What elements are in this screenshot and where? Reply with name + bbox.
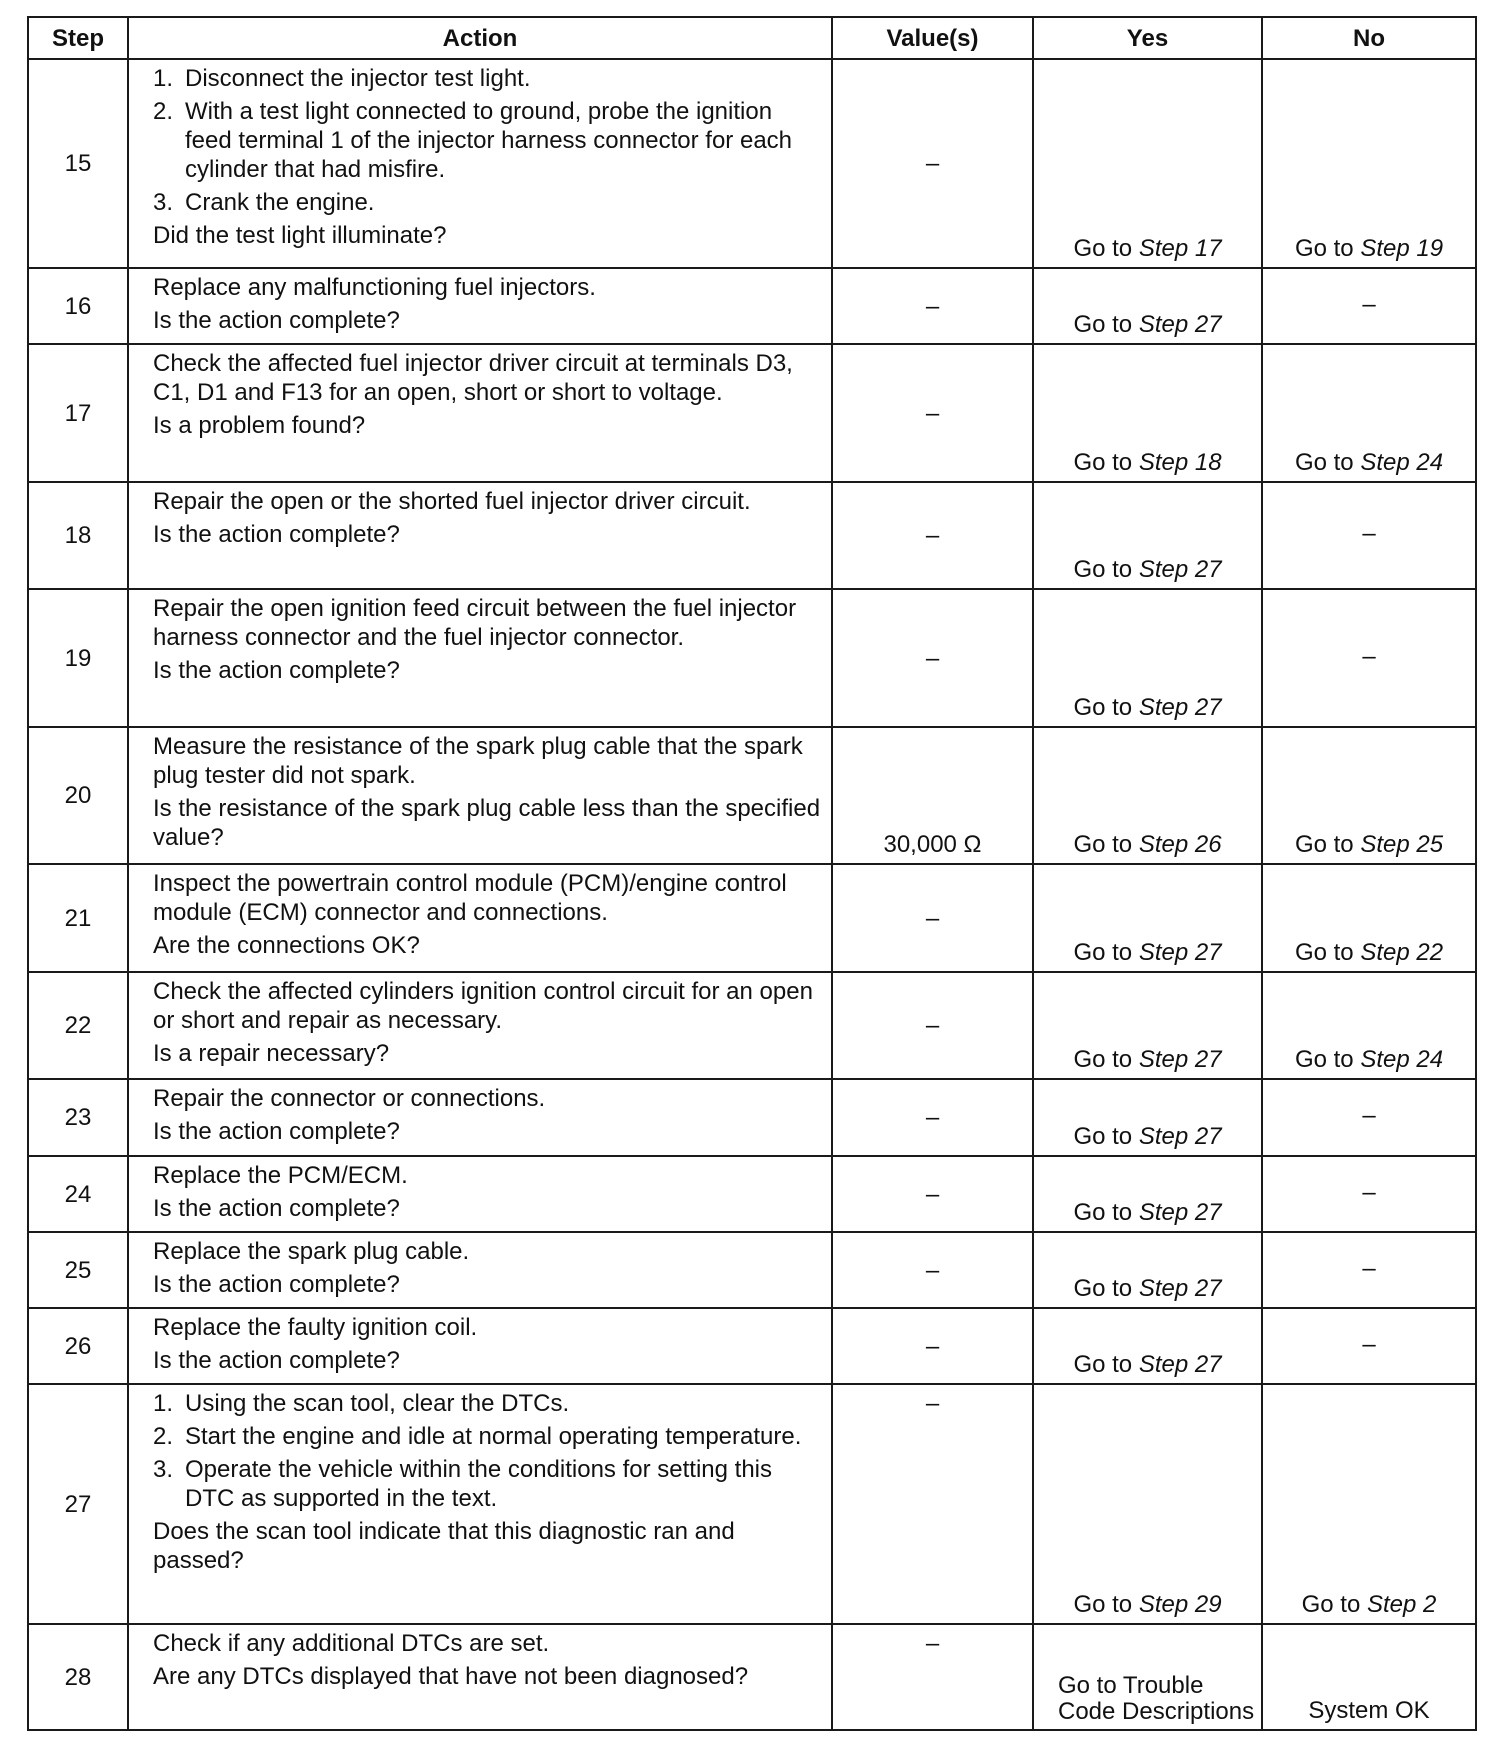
action-text: Replace the PCM/ECM.	[153, 1162, 408, 1189]
action-list-item	[153, 188, 823, 217]
no-cell: –	[1262, 1079, 1476, 1156]
goto-prefix: Go to	[1073, 831, 1139, 858]
goto-step-link[interactable]: Step 17	[1138, 235, 1222, 262]
item-number: 2.	[153, 98, 174, 125]
step-number: 26	[28, 1308, 128, 1384]
value-cell: –	[832, 482, 1033, 589]
value-cell: –	[832, 268, 1033, 344]
no-cell	[1262, 972, 1476, 1079]
step-number: 19	[28, 589, 128, 727]
value-cell: –	[832, 972, 1033, 1079]
value-cell: –	[832, 1156, 1033, 1232]
value-cell: 30,000 Ω	[832, 727, 1033, 864]
goto-step-link[interactable]: Step 27	[1138, 1123, 1222, 1150]
table-row	[28, 59, 1476, 268]
action-cell	[128, 1156, 832, 1232]
yes-cell	[1033, 1079, 1262, 1156]
yes-cell	[1033, 59, 1262, 268]
action-list-item	[153, 1422, 823, 1451]
table-row	[28, 344, 1476, 482]
no-cell: –	[1262, 589, 1476, 727]
item-text: Crank the engine.	[185, 189, 375, 216]
goto-prefix: Go to	[1294, 831, 1361, 858]
goto-step-link[interactable]: Step 24	[1360, 1046, 1444, 1073]
step-number: 16	[28, 268, 128, 344]
step-number: 21	[28, 864, 128, 972]
yes-cell	[1033, 727, 1262, 864]
step-number: 15	[28, 59, 128, 268]
action-text: Measure the resistance of the spark plug cable that the spark plug tester did not spark.	[153, 733, 803, 789]
table-row	[28, 1232, 1476, 1308]
action-question: Does the scan tool indicate that this diagnostic ran and passed?	[153, 1518, 735, 1574]
goto-step-link[interactable]: Step 27	[1138, 311, 1222, 338]
action-cell	[128, 1079, 832, 1156]
goto-prefix: Go to	[1294, 449, 1361, 476]
goto-prefix: Go to	[1073, 235, 1139, 262]
action-question: Is the action complete?	[153, 1195, 400, 1222]
yes-cell	[1033, 268, 1262, 344]
item-number: 2.	[153, 1423, 174, 1450]
action-question: Are any DTCs displayed that have not been diagnosed?	[153, 1663, 749, 1690]
goto-prefix: Go to	[1301, 1591, 1367, 1618]
goto-step-link[interactable]: Step 27	[1138, 556, 1222, 583]
goto-prefix: Go to	[1073, 1591, 1139, 1618]
step-number: 20	[28, 727, 128, 864]
table-row	[28, 1624, 1476, 1730]
goto-step-link[interactable]: Step 27	[1138, 1046, 1222, 1073]
item-number: 1.	[153, 65, 174, 92]
value-cell: –	[832, 59, 1033, 268]
action-cell	[128, 1384, 832, 1624]
goto-prefix: Go to	[1073, 1275, 1139, 1302]
action-list-item	[153, 1455, 823, 1513]
yes-cell	[1033, 972, 1262, 1079]
goto-step-link[interactable]: Step 27	[1138, 694, 1222, 721]
step-number: 24	[28, 1156, 128, 1232]
no-cell: System OK	[1262, 1624, 1476, 1730]
goto-step-link[interactable]: Step 29	[1138, 1591, 1222, 1618]
table-row	[28, 864, 1476, 972]
value-cell: –	[832, 1308, 1033, 1384]
step-number: 18	[28, 482, 128, 589]
step-number: 23	[28, 1079, 128, 1156]
yes-cell	[1033, 482, 1262, 589]
yes-cell[interactable]: Go to Trouble Code Descriptions	[1033, 1624, 1262, 1730]
header-values: Value(s)	[832, 17, 1033, 59]
item-number: 3.	[153, 1456, 174, 1483]
action-cell	[128, 344, 832, 482]
action-question: Is the action complete?	[153, 657, 400, 684]
action-list-item	[153, 1389, 823, 1418]
item-number: 3.	[153, 189, 174, 216]
action-question: Is the resistance of the spark plug cable less than the specified value?	[153, 795, 821, 851]
action-text: Repair the open or the shorted fuel injector driver circuit.	[153, 488, 751, 515]
goto-prefix: Go to	[1073, 1351, 1139, 1378]
goto-step-link[interactable]: Step 27	[1138, 1351, 1222, 1378]
step-number: 25	[28, 1232, 128, 1308]
action-cell	[128, 268, 832, 344]
goto-step-link[interactable]: Step 27	[1138, 939, 1222, 966]
no-cell: –	[1262, 268, 1476, 344]
action-cell	[128, 1232, 832, 1308]
step-number: 27	[28, 1384, 128, 1624]
item-text: Start the engine and idle at normal operating temperature.	[185, 1423, 802, 1450]
item-text: Disconnect the injector test light.	[185, 65, 531, 92]
action-text: Repair the open ignition feed circuit between the fuel injector harness connector and the fuel injector connector.	[153, 595, 797, 651]
value-cell: –	[832, 1232, 1033, 1308]
goto-prefix: Go to	[1073, 694, 1139, 721]
action-cell	[128, 1624, 832, 1730]
header-step: Step	[28, 17, 128, 59]
goto-step-link[interactable]: Step 2	[1366, 1591, 1437, 1618]
goto-step-link[interactable]: Step 25	[1360, 831, 1444, 858]
step-number: 17	[28, 344, 128, 482]
goto-step-link[interactable]: Step 22	[1360, 939, 1444, 966]
action-list-item	[153, 64, 823, 93]
value-cell: –	[832, 344, 1033, 482]
yes-cell	[1033, 1232, 1262, 1308]
goto-prefix: Go to	[1294, 235, 1361, 262]
action-question: Is the action complete?	[153, 1271, 400, 1298]
goto-prefix: Go to	[1294, 939, 1361, 966]
step-number: 22	[28, 972, 128, 1079]
action-question: Is the action complete?	[153, 521, 400, 548]
value-cell: –	[832, 1624, 1033, 1730]
no-cell: –	[1262, 1232, 1476, 1308]
action-question: Is a repair necessary?	[153, 1040, 390, 1067]
action-question: Are the connections OK?	[153, 932, 420, 959]
table-row	[28, 1308, 1476, 1384]
goto-step-link[interactable]: Step 24	[1360, 449, 1444, 476]
no-cell	[1262, 864, 1476, 972]
yes-cell	[1033, 1308, 1262, 1384]
table-row	[28, 1384, 1476, 1624]
action-question: Did the test light illuminate?	[153, 222, 447, 249]
header-action: Action	[128, 17, 832, 59]
yes-cell	[1033, 864, 1262, 972]
action-cell	[128, 589, 832, 727]
action-cell	[128, 864, 832, 972]
action-text: Repair the connector or connections.	[153, 1085, 546, 1112]
header-row	[28, 17, 1476, 59]
no-cell: –	[1262, 482, 1476, 589]
value-cell: –	[832, 1384, 1033, 1624]
item-number: 1.	[153, 1390, 174, 1417]
value-cell: –	[832, 864, 1033, 972]
table-row	[28, 1079, 1476, 1156]
action-text: Check the affected cylinders ignition control circuit for an open or short and repair as necessary.	[153, 978, 813, 1034]
header-no: No	[1262, 17, 1476, 59]
goto-step-link[interactable]: Step 19	[1360, 235, 1444, 262]
no-cell: –	[1262, 1308, 1476, 1384]
table-row	[28, 972, 1476, 1079]
action-question: Is a problem found?	[153, 412, 366, 439]
action-question: Is the action complete?	[153, 307, 400, 334]
value-cell: –	[832, 1079, 1033, 1156]
action-question: Is the action complete?	[153, 1347, 400, 1374]
no-cell	[1262, 727, 1476, 864]
goto-step-link[interactable]: Step 26	[1138, 831, 1222, 858]
yes-cell	[1033, 344, 1262, 482]
value-cell: –	[832, 589, 1033, 727]
goto-step-link[interactable]: Step 18	[1138, 449, 1222, 476]
action-cell	[128, 1308, 832, 1384]
goto-prefix: Go to	[1073, 449, 1139, 476]
no-cell	[1262, 1384, 1476, 1624]
goto-prefix: Go to	[1073, 1046, 1139, 1073]
item-text: Operate the vehicle within the conditions for setting this DTC as supported in the text.	[185, 1456, 772, 1512]
table-row	[28, 268, 1476, 344]
table-row	[28, 1156, 1476, 1232]
action-text: Check the affected fuel injector driver circuit at terminals D3, C1, D1 and F13 for an open, short or short to voltage.	[153, 350, 793, 406]
table-row	[28, 589, 1476, 727]
action-cell	[128, 59, 832, 268]
action-text: Replace the spark plug cable.	[153, 1238, 470, 1265]
goto-prefix: Go to	[1073, 556, 1139, 583]
action-question: Is the action complete?	[153, 1118, 400, 1145]
yes-cell	[1033, 589, 1262, 727]
goto-step-link[interactable]: Step 27	[1138, 1275, 1222, 1302]
no-cell	[1262, 59, 1476, 268]
header-yes: Yes	[1033, 17, 1262, 59]
goto-prefix: Go to	[1073, 311, 1139, 338]
action-cell	[128, 972, 832, 1079]
goto-prefix: Go to	[1073, 1199, 1139, 1226]
action-text: Inspect the powertrain control module (PCM)/engine control module (ECM) connector and connections.	[153, 870, 787, 926]
item-text: With a test light connected to ground, probe the ignition feed terminal 1 of the injector harness connector for each cylinder that had misfire.	[185, 98, 793, 183]
no-cell	[1262, 344, 1476, 482]
goto-prefix: Go to	[1294, 1046, 1361, 1073]
table-row	[28, 727, 1476, 864]
action-cell	[128, 482, 832, 589]
step-number: 28	[28, 1624, 128, 1730]
item-text: Using the scan tool, clear the DTCs.	[185, 1390, 570, 1417]
action-text: Check if any additional DTCs are set.	[153, 1630, 550, 1657]
goto-prefix: Go to	[1073, 939, 1139, 966]
goto-prefix: Go to	[1073, 1123, 1139, 1150]
action-text: Replace any malfunctioning fuel injectors.	[153, 274, 596, 301]
yes-cell	[1033, 1384, 1262, 1624]
goto-step-link[interactable]: Step 27	[1138, 1199, 1222, 1226]
diagnostic-table	[27, 16, 1477, 1731]
action-text: Replace the faulty ignition coil.	[153, 1314, 478, 1341]
action-cell	[128, 727, 832, 864]
action-list-item	[153, 97, 823, 184]
yes-cell	[1033, 1156, 1262, 1232]
table-row	[28, 482, 1476, 589]
no-cell: –	[1262, 1156, 1476, 1232]
